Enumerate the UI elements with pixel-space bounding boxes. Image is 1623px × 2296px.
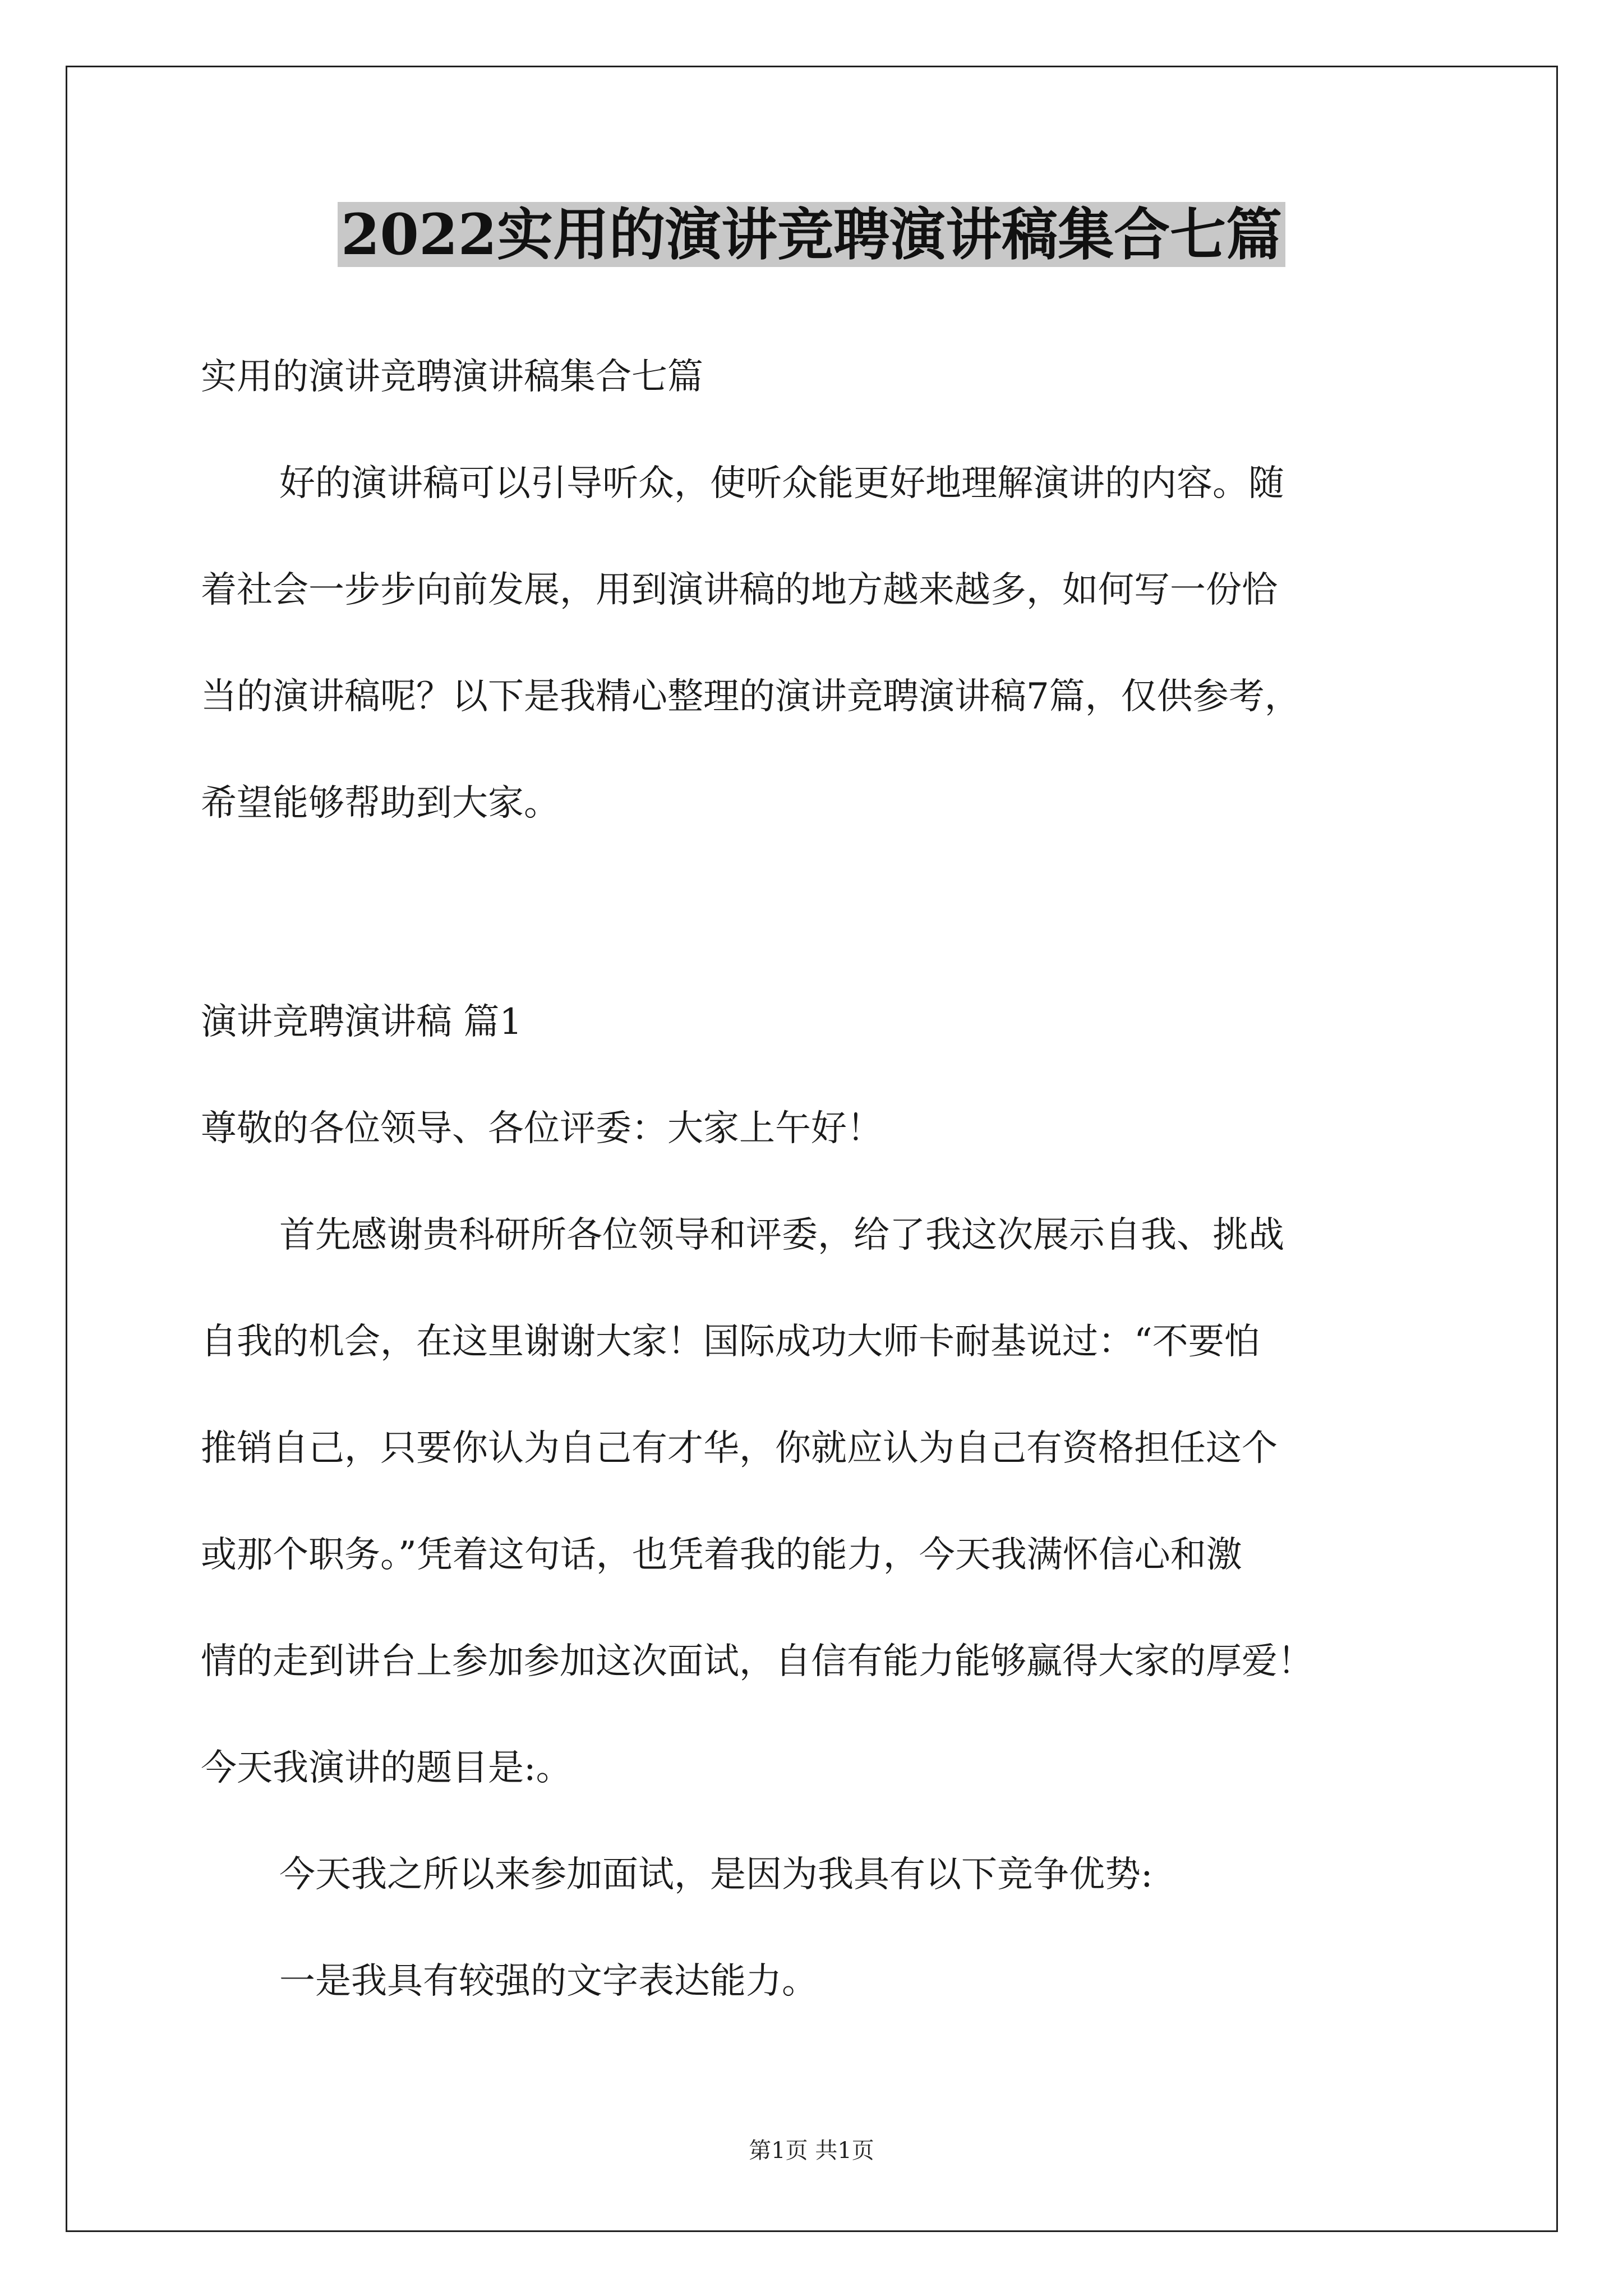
paragraph-line: 好的演讲稿可以引导听众，使听众能更好地理解演讲的内容。随 — [279, 463, 1284, 504]
paragraph-line: 或那个职务。”凭着这句话，也凭着我的能力，今天我满怀信心和激 — [201, 1534, 1242, 1576]
paragraph-line: 今天我演讲的题目是:。 — [201, 1747, 572, 1789]
paragraph-line: 首先感谢贵科研所各位领导和评委，给了我这次展示自我、挑战 — [279, 1214, 1284, 1256]
document-title-text: 2022实用的演讲竞聘演讲稿集合七篇 — [338, 202, 1285, 267]
paragraph-line: 今天我之所以来参加面试，是因为我具有以下竞争优势: — [279, 1854, 1153, 1895]
paragraph-line: 情的走到讲台上参加参加这次面试，自信有能力能够赢得大家的厚爱！ — [201, 1641, 1313, 1682]
paragraph-line: 推销自己，只要你认为自己有才华，你就应认为自己有资格担任这个 — [201, 1428, 1278, 1469]
paragraph-line: 一是我具有较强的文字表达能力。 — [279, 1961, 818, 2002]
paragraph-line: 自我的机会，在这里谢谢大家！国际成功大师卡耐基说过：“不要怕 — [201, 1321, 1260, 1363]
paragraph-line: 希望能够帮助到大家。 — [201, 783, 560, 824]
subtitle-line: 实用的演讲竞聘演讲稿集合七篇 — [201, 356, 703, 398]
paragraph-line: 当的演讲稿呢？以下是我精心整理的演讲竞聘演讲稿7篇，仅供参考， — [201, 676, 1301, 717]
page-footer: 第1页 共1页 — [749, 2138, 874, 2164]
document-title — [0, 202, 1623, 267]
salutation-line: 尊敬的各位领导、各位评委：大家上午好！ — [201, 1108, 883, 1149]
paragraph-line: 着社会一步步向前发展，用到演讲稿的地方越来越多，如何写一份恰 — [201, 569, 1278, 611]
section-heading: 演讲竞聘演讲稿 篇1 — [201, 1001, 523, 1043]
